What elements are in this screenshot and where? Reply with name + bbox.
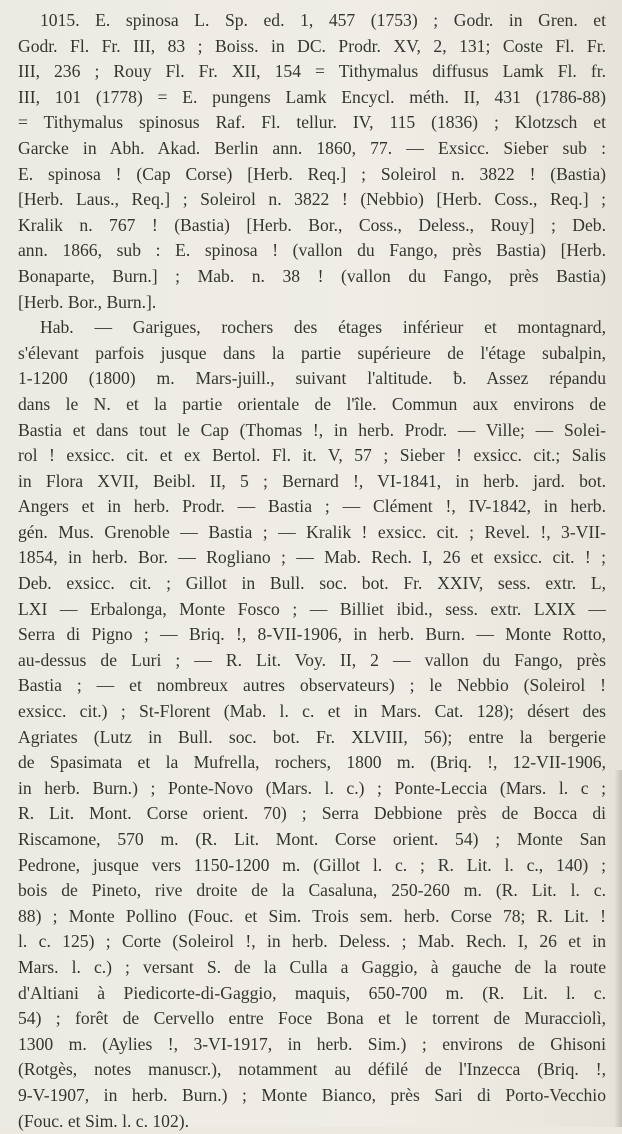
- habitat-line: 9-V-1907, in herb. Burn.) ; Monte Bianco, près Sari di Porto-Vecchio: [18, 1084, 606, 1105]
- habitat-line: Deb. exsicc. cit. ; Gillot in Bull. soc. bot. Fr. XXIV, sess. extr. L,: [18, 573, 606, 594]
- entry-line: = Tithymalus spinosus Raf. Fl. tellur. IV, 115 (1836) ; Klotzsch et: [18, 112, 606, 133]
- habitat-line: LXI — Erbalonga, Monte Fosco ; — Billiet ibid., sess. extr. LXIX —: [18, 598, 606, 619]
- entry-line: E. spinosa ! (Cap Corse) [Herb. Req.] ; Soleirol n. 3822 ! (Bastia): [18, 163, 606, 184]
- entry-line: [Herb. Bor., Burn.].: [18, 291, 157, 312]
- habitat-line: Bastia et dans tout le Cap (Thomas !, in herb. Prodr. — Ville; — Solei-: [18, 419, 606, 440]
- entry-line: Bonaparte, Burn.] ; Mab. n. 38 ! (vallon du Fango, près Bastia): [18, 265, 606, 286]
- entry-line: III, 236 ; Rouy Fl. Fr. XII, 154 = Tithymalus diffusus Lamk Fl. fr.: [18, 61, 606, 82]
- habitat-line: rol ! exsicc. cit. et ex Bertol. Fl. it. V, 57 ; Sieber ! exsicc. cit.; Salis: [18, 445, 606, 466]
- habitat-line: 1-1200 (1800) m. Mars-juill., suivant l'altitude. ƀ. Assez répandu: [18, 368, 606, 389]
- habitat-line: de Spasimata et la Mufrella, rochers, 1800 m. (Briq. !, 12-VII-1906,: [18, 752, 606, 773]
- habitat-line: R. Lit. Mont. Corse orient. 70) ; Serra Debbione près de Bocca di: [18, 803, 606, 824]
- habitat-line: 1854, in herb. Bor. — Rogliano ; — Mab. Rech. I, 26 et exsicc. cit. ! ;: [18, 547, 606, 568]
- habitat-line: l. c. 125) ; Corte (Soleirol !, in herb. Deless. ; Mab. Rech. I, 26 et in: [18, 931, 606, 952]
- habitat-line: exsicc. cit.) ; St-Florent (Mab. l. c. et in Mars. Cat. 128); désert des: [18, 701, 606, 722]
- habitat-line: Hab. — Garigues, rochers des étages inférieur et montagnard,: [40, 317, 606, 338]
- habitat-line: in Flora XVII, Beibl. II, 5 ; Bernard !, VI-1841, in herb. jard. bot.: [18, 470, 606, 491]
- habitat-line: in herb. Burn.) ; Ponte-Novo (Mars. l. c.) ; Ponte-Leccia (Mars. l. c ;: [18, 777, 606, 798]
- habitat-line: Mars. l. c.) ; versant S. de la Culla a Gaggio, à gauche de la route: [18, 956, 606, 977]
- habitat-line: 1300 m. (Aylies !, 3-VI-1917, in herb. Sim.) ; environs de Ghisoni: [18, 1033, 606, 1054]
- habitat-line: (Fouc. et Sim. l. c. 102).: [18, 1110, 190, 1131]
- entry-line: [Herb. Laus., Req.] ; Soleirol n. 3822 ! (Nebbio) [Herb. Coss., Req.] ;: [18, 189, 606, 210]
- page-edge-shadow: [614, 770, 622, 1127]
- habitat-paragraph: [18, 315, 606, 1134]
- habitat-line: au-dessus de Luri ; — R. Lit. Voy. II, 2 — vallon du Fango, près: [18, 649, 606, 670]
- habitat-line: s'élevant parfois jusque dans la partie supérieure de l'étage subalpin,: [18, 342, 606, 363]
- habitat-line: 88) ; Monte Pollino (Fouc. et Sim. Trois sem. herb. Corse 78; R. Lit. !: [18, 905, 606, 926]
- habitat-line: dans le N. et la partie orientale de l'île. Commun aux environs de: [18, 393, 606, 414]
- entry-line: 1015. E. spinosa L. Sp. ed. 1, 457 (1753) ; Godr. in Gren. et: [40, 10, 606, 30]
- habitat-line: Riscamone, 570 m. (R. Lit. Mont. Corse orient. 54) ; Monte San: [18, 829, 606, 849]
- habitat-line: gén. Mus. Grenoble — Bastia ; — Kralik ! exsicc. cit. ; Revel. !, 3-VII-: [18, 521, 606, 542]
- entry-line: Kralik n. 767 ! (Bastia) [Herb. Bor., Coss., Deless., Rouy] ; Deb.: [18, 214, 606, 235]
- habitat-line: Angers et in herb. Prodr. — Bastia ; — Clément !, IV-1842, in herb.: [18, 496, 606, 517]
- habitat-line: 54) ; forêt de Cervello entre Foce Bona et le torrent de Muracciolì,: [18, 1008, 606, 1029]
- entry-line: III, 101 (1778) = E. pungens Lamk Encycl. méth. II, 431 (1786-88): [18, 86, 606, 107]
- habitat-line: bois de Pineto, rive droite de la Casaluna, 250-260 m. (R. Lit. l. c.: [18, 880, 606, 901]
- entry-line: Godr. Fl. Fr. III, 83 ; Boiss. in DC. Prodr. XV, 2, 131; Coste Fl. Fr.: [18, 35, 606, 56]
- habitat-line: Pedrone, jusque vers 1150-1200 m. (Gillot l. c. ; R. Lit. l. c., 140) ;: [18, 854, 606, 875]
- habitat-line: (Rotgès, notes manuscr.), notamment au défilé de l'Inzecca (Briq. !,: [18, 1059, 606, 1080]
- habitat-line: Agriates (Lutz in Bull. soc. bot. Fr. XLVIII, 56); entre la bergerie: [18, 726, 606, 747]
- entry-line: ann. 1866, sub : E. spinosa ! (vallon du Fango, près Bastia) [Herb.: [18, 240, 606, 261]
- habitat-line: Serra di Pigno ; — Briq. !, 8-VII-1906, in herb. Burn. — Monte Rotto,: [18, 624, 606, 645]
- entry-line: Garcke in Abh. Akad. Berlin ann. 1860, 77. — Exsicc. Sieber sub :: [18, 137, 606, 158]
- species-entry: [18, 8, 606, 315]
- habitat-line: Bastia ; — et nombreux autres observateurs) ; le Nebbio (Soleirol !: [18, 675, 606, 696]
- habitat-line: d'Altiani à Piedicorte-di-Gaggio, maquis, 650-700 m. (R. Lit. l. c.: [18, 982, 606, 1003]
